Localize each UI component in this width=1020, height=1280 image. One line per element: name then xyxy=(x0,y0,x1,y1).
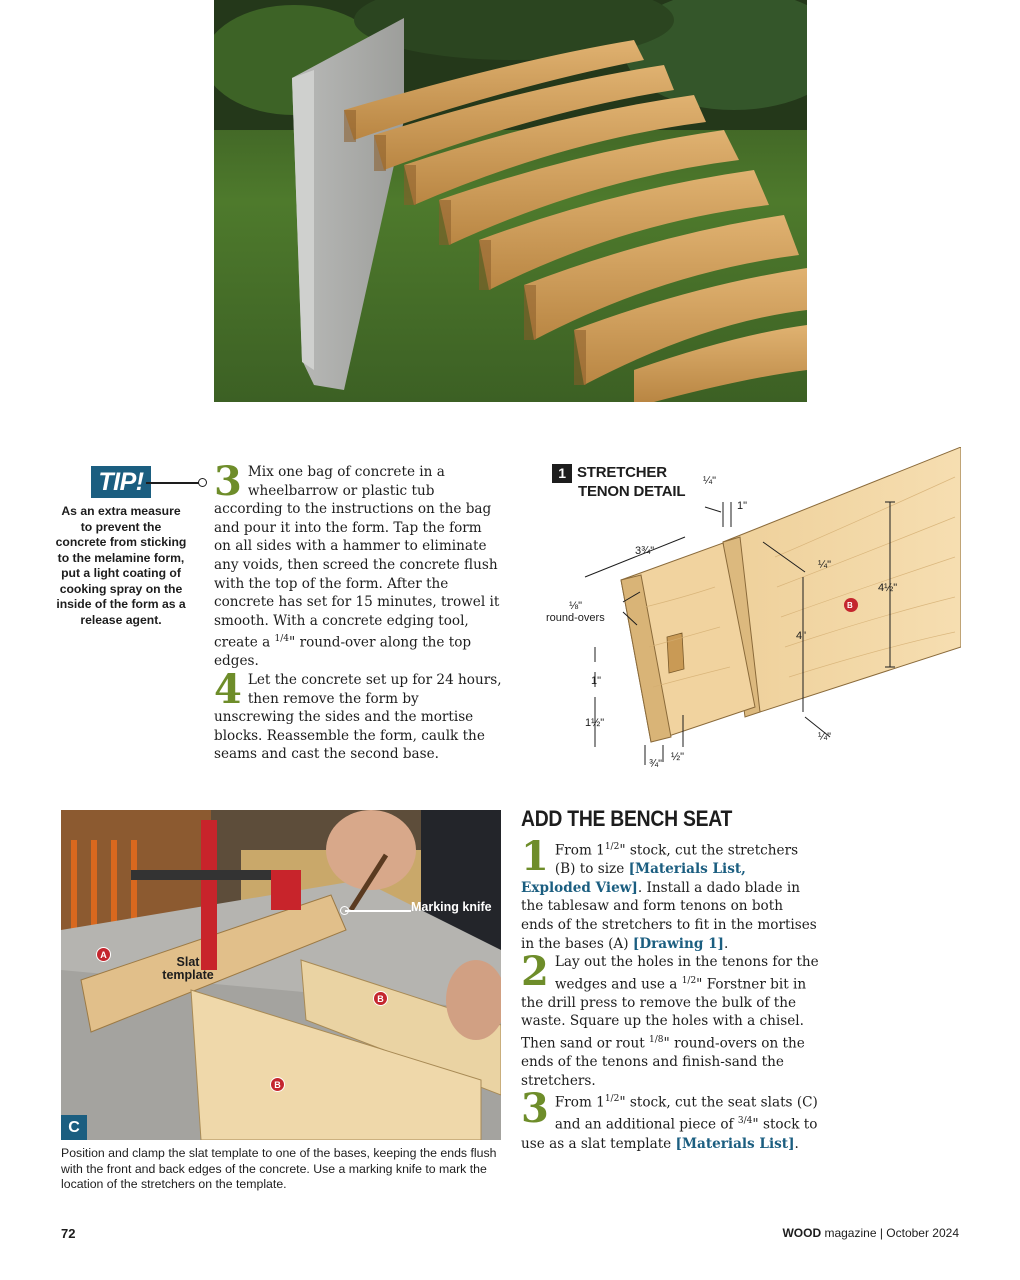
dim-right-quarter-top: ¼" xyxy=(818,559,832,571)
dim-left-one-half: 1½" xyxy=(585,717,605,729)
marker-b-lower: B xyxy=(270,1077,285,1092)
marker-a: A xyxy=(96,947,111,962)
dim-roundovers: round-overs xyxy=(546,612,605,624)
photo-c-caption: Position and clamp the slat template to one of the bases, keeping the ends flush with the front and back edges of the concrete. Use a marking knife to mark the location of the stretchers on the template. xyxy=(61,1146,497,1192)
step-text-2: " Forstner bit in the drill press to remove the bulk of the waste. Square up the holes with a chisel. Then sand or rout xyxy=(521,976,807,1052)
label-marking-knife-leader xyxy=(345,910,411,912)
dim-bottom-three-quarter: ¾" xyxy=(649,758,663,770)
step-fraction-2: 3/4 xyxy=(737,1116,753,1127)
drawing-part-label: B xyxy=(847,601,853,610)
label-slat-template: Slat template xyxy=(162,955,214,982)
step-number: 3 xyxy=(521,1085,549,1133)
step-number: 4 xyxy=(214,666,242,714)
tip-connector-dot xyxy=(198,478,207,487)
step-text: From 1 xyxy=(554,842,605,859)
photo-c-badge: C xyxy=(61,1115,87,1140)
step-3b xyxy=(521,1085,819,1153)
dim-height: 4½" xyxy=(878,582,898,594)
section-heading: ADD THE BENCH SEAT xyxy=(521,806,733,831)
tip-badge: TIP! xyxy=(91,466,150,498)
dim-left-one: 1" xyxy=(591,675,602,687)
step-text-3: . Install a dado blade in the tablesaw and form tenons on both ends of the stretchers to fit in the mortises in the bases (A) xyxy=(521,879,817,952)
step-2 xyxy=(521,948,819,1090)
step-text-3: " stock to use as a slat template xyxy=(521,1116,818,1152)
ref-materials-list[interactable]: [Materials List] xyxy=(675,1135,795,1152)
dim-bottom-quarter: ¼" xyxy=(818,731,832,743)
dim-bottom-half: ½" xyxy=(671,751,685,763)
step-text: Mix one bag of concrete in a wheelbarrow or plastic tub according to the instructions on the bag and pour it into the form. Tap the form on all sides with a hammer to eliminate any voids, then screed the concrete flush with the top of the form. After the concrete has set for 15 minutes, trowel it smooth. With a concrete edging tool, create a xyxy=(214,464,500,651)
page-number: 72 xyxy=(61,1226,76,1241)
dim-roundovers-frac: ⅛" xyxy=(569,600,583,612)
dim-top-one: 1" xyxy=(737,500,748,512)
step-text: From 1 xyxy=(554,1094,605,1111)
dim-mortise-height: 4" xyxy=(796,630,807,642)
step-text-end: " round-over along the top edges. xyxy=(214,634,472,670)
step-text-2: " stock, cut the stretchers (B) to size xyxy=(554,842,799,878)
step-fraction-1: 1/2 xyxy=(604,1094,620,1105)
step-text-end: . xyxy=(794,1135,799,1152)
step-number: 1 xyxy=(521,833,549,880)
step-number: 2 xyxy=(521,948,549,996)
dim-length: 3¾" xyxy=(635,545,655,557)
bench-photo xyxy=(214,0,807,402)
tip-text: As an extra measure to prevent the concrete from sticking to the melamine form, put a light coating of cooking spray on the inside of the form as a release agent. xyxy=(55,504,187,627)
drawing-number: 1 xyxy=(552,464,572,483)
step-fraction-2: 1/8 xyxy=(649,1035,664,1045)
steps-bottom xyxy=(521,833,819,1153)
ref-materials-exploded[interactable]: [Materials List, Exploded View] xyxy=(521,861,746,896)
step-text-2: " stock, cut the seat slats (C) and an additional piece of xyxy=(554,1094,818,1133)
publication-issue: magazine | October 2024 xyxy=(821,1226,959,1240)
tip-connector-line xyxy=(146,482,200,484)
tip-box xyxy=(54,466,188,628)
step-fraction: 1/2 xyxy=(604,842,620,852)
step-3 xyxy=(214,458,502,671)
label-marking-knife: Marking knife xyxy=(411,900,492,914)
drawing-title-line1: STRETCHER xyxy=(577,464,667,481)
marker-b-upper: B xyxy=(373,991,388,1006)
label-marking-knife-dot xyxy=(340,906,349,915)
step-fraction: 1/4 xyxy=(274,634,289,645)
steps-top xyxy=(214,458,502,764)
brand-name: WOOD xyxy=(782,1226,822,1240)
step-text-end: . xyxy=(723,935,729,952)
step-1 xyxy=(521,833,819,953)
step-fraction-1: 1/2 xyxy=(681,975,697,986)
step-text-end: " round-overs on the ends of the tenons and finish-sand the stretchers. xyxy=(521,1035,805,1089)
step-number: 3 xyxy=(214,458,242,505)
publication-line xyxy=(782,1226,959,1240)
drawing-title xyxy=(552,464,685,500)
ref-drawing-1[interactable]: [Drawing 1] xyxy=(632,935,724,952)
drawing-title-line2: TENON DETAIL xyxy=(578,483,686,500)
step-4 xyxy=(214,666,502,764)
step-text: Lay out the holes in the tenons for the wedges and use a xyxy=(554,954,819,993)
dim-top-quarter: ¼" xyxy=(703,475,717,487)
step-text: Let the concrete set up for 24 hours, then remove the form by unscrewing the sides and the mortise blocks. Reassemble the form, caulk the seams and cast the second base. xyxy=(214,672,502,763)
